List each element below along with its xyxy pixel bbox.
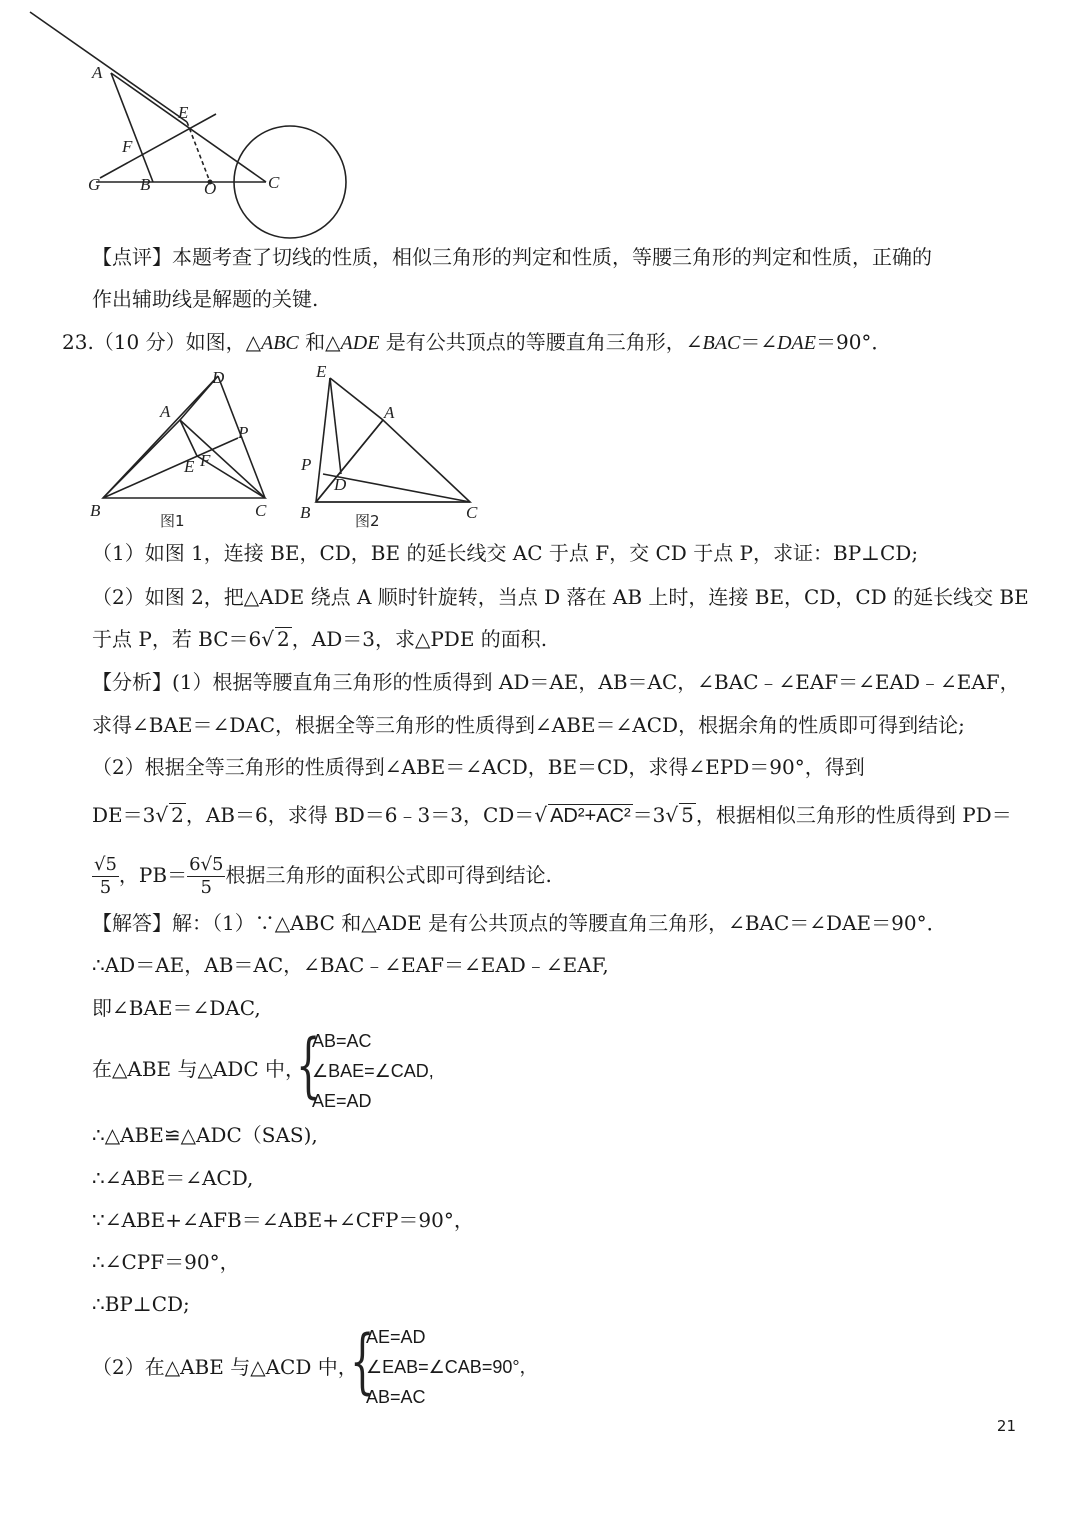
q23-t1: ABC [261,332,299,354]
analysis-l4-a: DE＝3 [92,803,156,827]
part-2b: 于点 P，若 BC＝6√ 2 ，AD＝3，求△PDE 的面积. [92,627,548,651]
fig2-caption: 图2 [355,512,380,530]
part-2b-radicand: 2 [277,627,290,651]
system-2 [366,1322,538,1412]
fig1-label-C: C [255,501,267,520]
system-2-row-1: AE=AD [366,1327,426,1347]
analysis-line-4: DE＝3√ 2 ，AB＝6，求得 BD＝6﹣3＝3，CD＝√ AD²+AC² ＝3√ 5 ，根据相似三角形的性质得到 PD＝ [92,803,1012,827]
fig1-label-F: F [200,451,211,470]
answer-line-2: ∴AD＝AE，AB＝AC，∠BAC﹣∠EAF＝∠EAD﹣∠EAF, [92,953,609,977]
q23-t4: 是有公共顶点的等腰直角三角形，∠ [379,330,703,354]
part-2b-post: ，AD＝3，求△PDE 的面积. [291,627,548,651]
fig1-label-E: E [184,457,195,476]
analysis-line-5 [92,850,552,900]
analysis-l4-rad1: 2 [171,803,184,827]
q23-t3: ADE [340,332,380,354]
label-O: O [204,179,217,198]
part-2b-pre: 于点 P，若 BC＝6 [92,627,262,651]
system-1 [312,1026,434,1116]
analysis-l4-rad3: 5 [681,803,694,827]
fraction-1-den: 5 [99,877,112,898]
answer-line-1: 【解答】解：（1）∵△ABC 和△ADE 是有公共顶点的等腰直角三角形，∠BAC＝∠DAE＝90°． [92,911,947,935]
system-1-row-1: AB=AC [312,1031,372,1051]
analysis-line-1: 【分析】(1）根据等腰直角三角形的性质得到 AD＝AE，AB＝AC，∠BAC﹣∠EAF＝∠EAD﹣∠EAF， [92,670,1020,694]
answer-line-3: 即∠BAE＝∠DAC, [92,996,261,1020]
label-F: F [122,137,133,156]
system-1-row-2: ∠BAE=∠CAD, [312,1061,434,1081]
fig1-label-A: A [160,402,171,421]
answer-line-9: ∴BP⊥CD; [92,1292,190,1316]
analysis-line-2: 求得∠BAE＝∠DAC，根据全等三角形的性质得到∠ABE＝∠ACD，根据余角的性质即可得到结论; [92,713,965,737]
system-brace-1: { [296,1024,321,1106]
system-1-row-3: AE=AD [312,1091,372,1111]
answer-line-6: ∴∠ABE＝∠ACD, [92,1166,254,1190]
label-C: C [268,173,280,192]
analysis-l4-c: ＝3 [632,803,666,827]
answer-line-7: ∵∠ABE+∠AFB＝∠ABE+∠CFP＝90°， [92,1208,474,1232]
analysis-l5-b: 根据三角形的面积公式即可得到结论. [225,863,552,887]
analysis-l4-rad2: AD²+AC² [550,805,631,827]
fraction-1 [92,854,119,899]
page-number: 21 [996,1417,1016,1435]
figure-1 [0,0,1080,540]
fig2-label-A: A [384,403,395,422]
q23-t2: 和△ [298,330,341,354]
label-E: E [178,103,189,122]
label-B: B [140,175,151,194]
system-brace-2: { [350,1320,375,1402]
analysis-l5-a: ，PB＝ [118,863,188,887]
fig2-label-E: E [316,362,327,381]
label-G: G [88,175,101,194]
fraction-2-den: 5 [200,877,212,898]
answer-line-10: （2）在△ABE 与△ACD 中， [92,1355,358,1379]
q23-number: 23.（10 分）如图，△ [62,330,261,354]
analysis-l4-b: ，AB＝6，求得 BD＝6﹣3＝3，CD＝ [185,803,535,827]
fig2-label-D: D [334,475,347,494]
part-2a: （2）如图 2，把△ADE 绕点 A 顺时针旋转，当点 D 落在 AB 上时，连接 BE，CD，CD 的延长线交 BE [92,585,1029,609]
answer-line-4: 在△ABE 与△ADC 中， [92,1057,305,1081]
answer-line-5: ∴△ABE≌△ADC（SAS), [92,1123,318,1147]
q23-t5: BAC [702,332,741,354]
fig1-label-P: P [238,423,249,442]
fig2-label-C: C [466,503,478,522]
fraction-1-num: √5 [94,854,117,875]
fig1-caption: 图1 [160,512,185,530]
fig1-label-D: D [212,368,225,387]
fig1-label-B: B [90,501,101,520]
fraction-2-num: 6√5 [189,854,224,875]
q23-t6: ＝∠ [740,330,778,354]
system-2-row-3: AB=AC [366,1387,426,1407]
fig2-label-B: B [300,503,311,522]
analysis-l4-d: ，根据相似三角形的性质得到 PD＝ [695,803,1012,827]
fraction-2 [187,854,225,899]
fig2-label-P: P [301,455,312,474]
q23-t8: ＝90°． [815,330,892,354]
answer-line-8: ∴∠CPF＝90°， [92,1250,240,1274]
system-2-row-2: ∠EAB=∠CAB=90°， [366,1357,538,1377]
analysis-line-3: （2）根据全等三角形的性质得到∠ABE＝∠ACD，BE＝CD，求得∠EPD＝90°，得到 [92,755,865,779]
comment-line-2: 作出辅助线是解题的关键. [92,287,319,311]
comment-line-1: 【点评】本题考查了切线的性质，相似三角形的判定和性质，等腰三角形的判定和性质，正确的 [92,245,932,269]
q23-t7: DAE [777,332,816,354]
label-A: A [92,63,103,82]
part-1: （1）如图 1，连接 BE，CD，BE 的延长线交 AC 于点 F，交 CD 于点 P，求证：BP⊥CD; [92,541,919,565]
